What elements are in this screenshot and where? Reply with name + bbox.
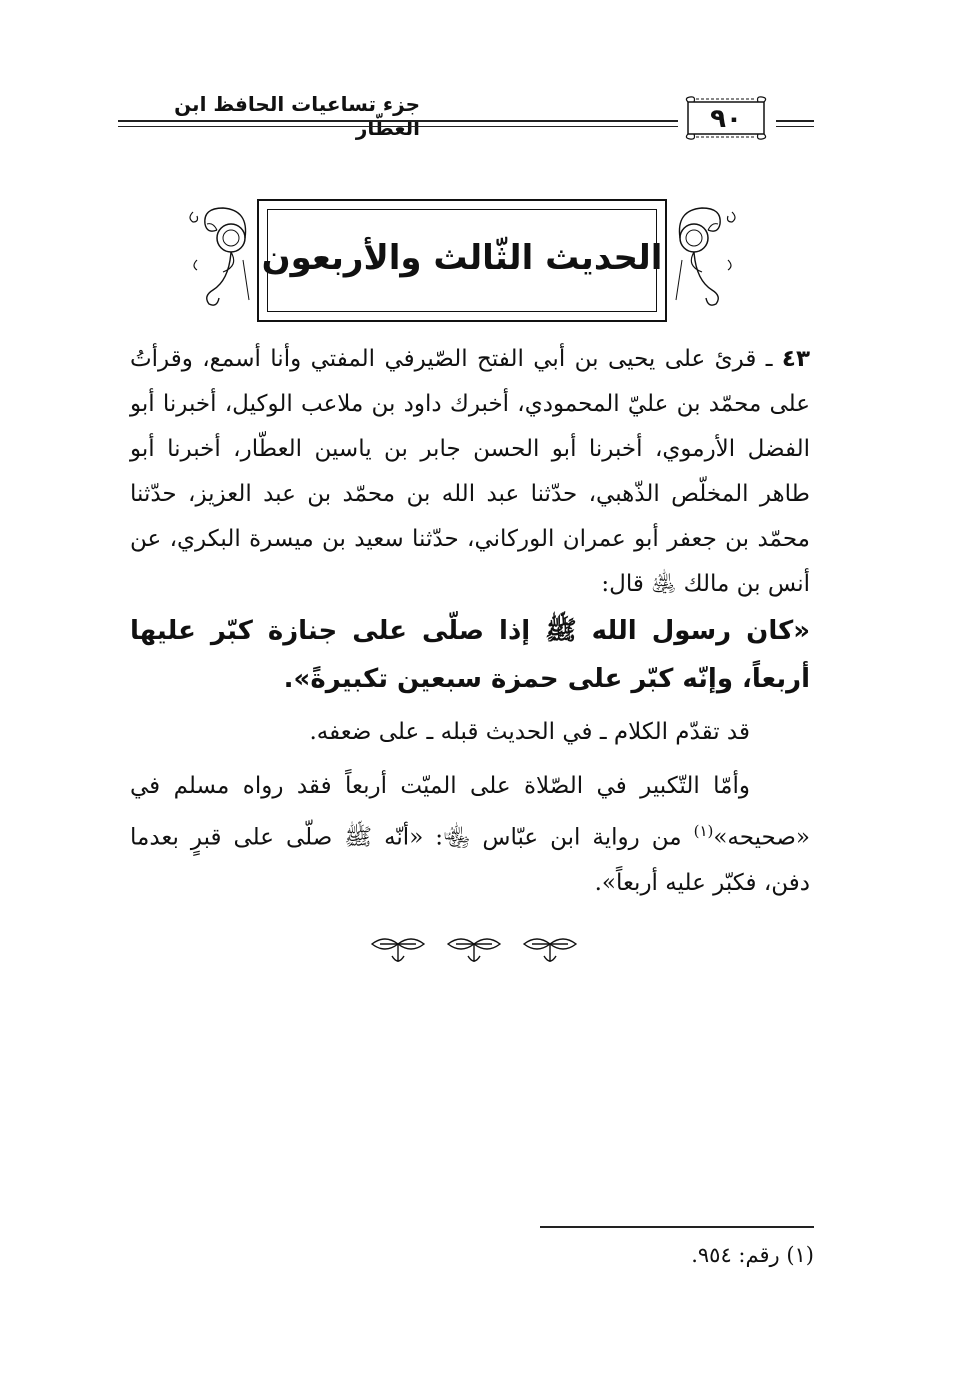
header-rule: [118, 120, 678, 127]
note-text-before: وأمّا التّكبير في الصّلاة على الميّت أربعاً فقد رواه مسلم في «صحيحه»: [130, 773, 810, 851]
comment-line: قد تقدّم الكلام ـ في الحديث قبله ـ على ضعفه.: [309, 719, 750, 745]
page-number: ٩٠: [710, 104, 742, 134]
note-text-after: من رواية ابن عبّاس ﵄: «أنّه ﷺ صلّى على قبرٍ بعدما دفن، فكبّر عليه أربعاً».: [130, 824, 810, 896]
hadith-matn: «كان رسول الله ﷺ إذا صلّى على جنازة كبّر عليها أربعاً، وإنّه كبّر على حمزة سبعين تكبيرةً».: [130, 616, 810, 694]
header-rule-right: [776, 120, 814, 127]
right-floral-ornament-icon: [672, 200, 742, 310]
hadith-number: ٤٣: [781, 346, 810, 372]
isnad-paragraph: [130, 337, 810, 607]
footnote-rule: [540, 1226, 814, 1228]
running-header-title: جزء تساعيات الحافظ ابن العطّار: [174, 92, 420, 140]
left-floral-ornament-icon: [183, 200, 253, 310]
note-paragraph: [130, 764, 810, 906]
footnote-text: (١) رقم: ٩٥٤.: [691, 1243, 814, 1267]
section-divider-ornament-icon: [370, 932, 580, 972]
footnote-reference: (١): [693, 822, 714, 840]
isnad-text: ـ قرئ على يحيى بن أبي الفتح الصّيرفي المفتي وأنا أسمع، وقرأتُ على محمّد بن عليّ المحمودي، أخبرك داود بن ملاعب الوكيل، أخبرنا أبو الفضل الأرموي، أخبرنا أبو الحسن جابر بن ياسين العطّار، أخبرنا أبو طاهر المخلّص الذّهبي، حدّثنا عبد الله بن محمّد بن عبد العزيز، حدّثنا محمّد بن جعفر أبو عمران الوركاني، حدّثنا سعيد بن ميسرة البكري، عن أنس بن مالك ﵁ قال:: [130, 346, 810, 597]
section-title: الحديث الثّالث والأربعون: [261, 238, 663, 278]
